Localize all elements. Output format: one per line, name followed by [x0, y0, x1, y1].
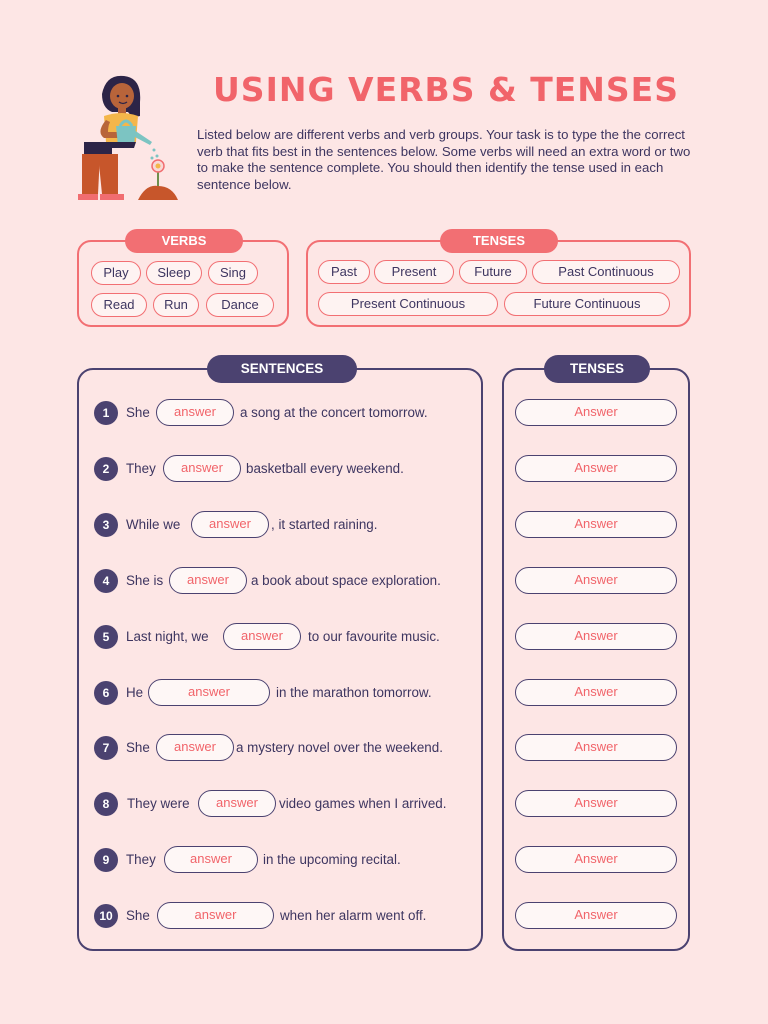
verb-pill: Run	[153, 293, 199, 317]
tense-pill: Present	[374, 260, 454, 284]
verb-answer-field[interactable]: answer	[148, 679, 270, 706]
question-number: 2	[94, 457, 118, 481]
verb-pill: Read	[91, 293, 147, 317]
sentence-before: While we	[126, 517, 181, 532]
tense-pill: Past	[318, 260, 370, 284]
verb-answer-field[interactable]: answer	[157, 902, 274, 929]
tense-answer-field-7[interactable]: Answer	[515, 734, 677, 761]
question-number: 10	[94, 904, 118, 928]
tense-answer-field-10[interactable]: Answer	[515, 902, 677, 929]
instructions-text: Listed below are different verbs and verb groups. Your task is to type the the correct verb that fits best in the sentences below. Some verbs will need an extra word or two to make the sentence complete. You should then identify the tense used in each sentence below.	[197, 127, 691, 192]
sentence-after: basketball every weekend.	[246, 461, 404, 476]
verbs-box-label: VERBS	[125, 229, 243, 253]
sentence-after: when her alarm went off.	[280, 908, 427, 923]
verb-answer-field[interactable]: answer	[156, 399, 234, 426]
sentence-after: video games when I arrived.	[279, 796, 447, 811]
sentence-before: He	[126, 685, 144, 700]
verb-answer-field[interactable]: answer	[191, 511, 269, 538]
verb-answer-field[interactable]: answer	[169, 567, 247, 594]
verbs-box	[77, 233, 289, 327]
verb-answer-field[interactable]: answer	[164, 846, 258, 873]
verb-pill: Sleep	[146, 261, 202, 285]
question-number: 6	[94, 681, 118, 705]
question-number: 1	[94, 401, 118, 425]
tenses-panel-label: TENSES	[544, 355, 650, 383]
tense-answer-field-6[interactable]: Answer	[515, 679, 677, 706]
tense-pill: Past Continuous	[532, 260, 680, 284]
sentence-after: a song at the concert tomorrow.	[240, 405, 428, 420]
tense-answer-field-2[interactable]: Answer	[515, 455, 677, 482]
tenses-box-label: TENSES	[440, 229, 558, 253]
sentence-before: They	[126, 461, 156, 476]
question-number: 5	[94, 625, 118, 649]
tense-answer-field-3[interactable]: Answer	[515, 511, 677, 538]
sentence-after: a book about space exploration.	[251, 573, 441, 588]
sentence-after: in the marathon tomorrow.	[276, 685, 432, 700]
tense-answer-field-9[interactable]: Answer	[515, 846, 677, 873]
sentence-before: She is	[126, 573, 164, 588]
tense-answer-field-5[interactable]: Answer	[515, 623, 677, 650]
question-number: 8	[94, 792, 118, 816]
verb-answer-field[interactable]: answer	[163, 455, 241, 482]
tense-pill: Present Continuous	[318, 292, 498, 316]
tense-answer-field-4[interactable]: Answer	[515, 567, 677, 594]
sentence-before: She	[126, 740, 150, 755]
tense-pill: Future	[459, 260, 527, 284]
verb-answer-field[interactable]: answer	[223, 623, 301, 650]
sentence-after: a mystery novel over the weekend.	[236, 740, 443, 755]
question-number: 3	[94, 513, 118, 537]
verb-answer-field[interactable]: answer	[198, 790, 276, 817]
sentence-before: They	[126, 852, 156, 867]
tense-pill: Future Continuous	[504, 292, 670, 316]
verb-pill: Play	[91, 261, 141, 285]
sentence-before: She	[126, 405, 150, 420]
girl-watering-flower-icon	[72, 72, 184, 204]
question-number: 9	[94, 848, 118, 872]
sentence-before: She	[126, 908, 150, 923]
question-number: 4	[94, 569, 118, 593]
page-title: USING VERBS & TENSES	[213, 70, 679, 109]
sentence-before: They were	[127, 796, 190, 811]
sentence-after: to our favourite music.	[308, 629, 440, 644]
question-number: 7	[94, 736, 118, 760]
verb-pill: Dance	[206, 293, 274, 317]
verb-answer-field[interactable]: answer	[156, 734, 234, 761]
tense-answer-field-1[interactable]: Answer	[515, 399, 677, 426]
tense-answer-field-8[interactable]: Answer	[515, 790, 677, 817]
sentence-before: Last night, we	[126, 629, 209, 644]
verb-pill: Sing	[208, 261, 258, 285]
tenses-box	[306, 233, 691, 327]
sentences-panel-label: SENTENCES	[207, 355, 357, 383]
sentence-after: , it started raining.	[271, 517, 378, 532]
sentence-after: in the upcoming recital.	[263, 852, 401, 867]
